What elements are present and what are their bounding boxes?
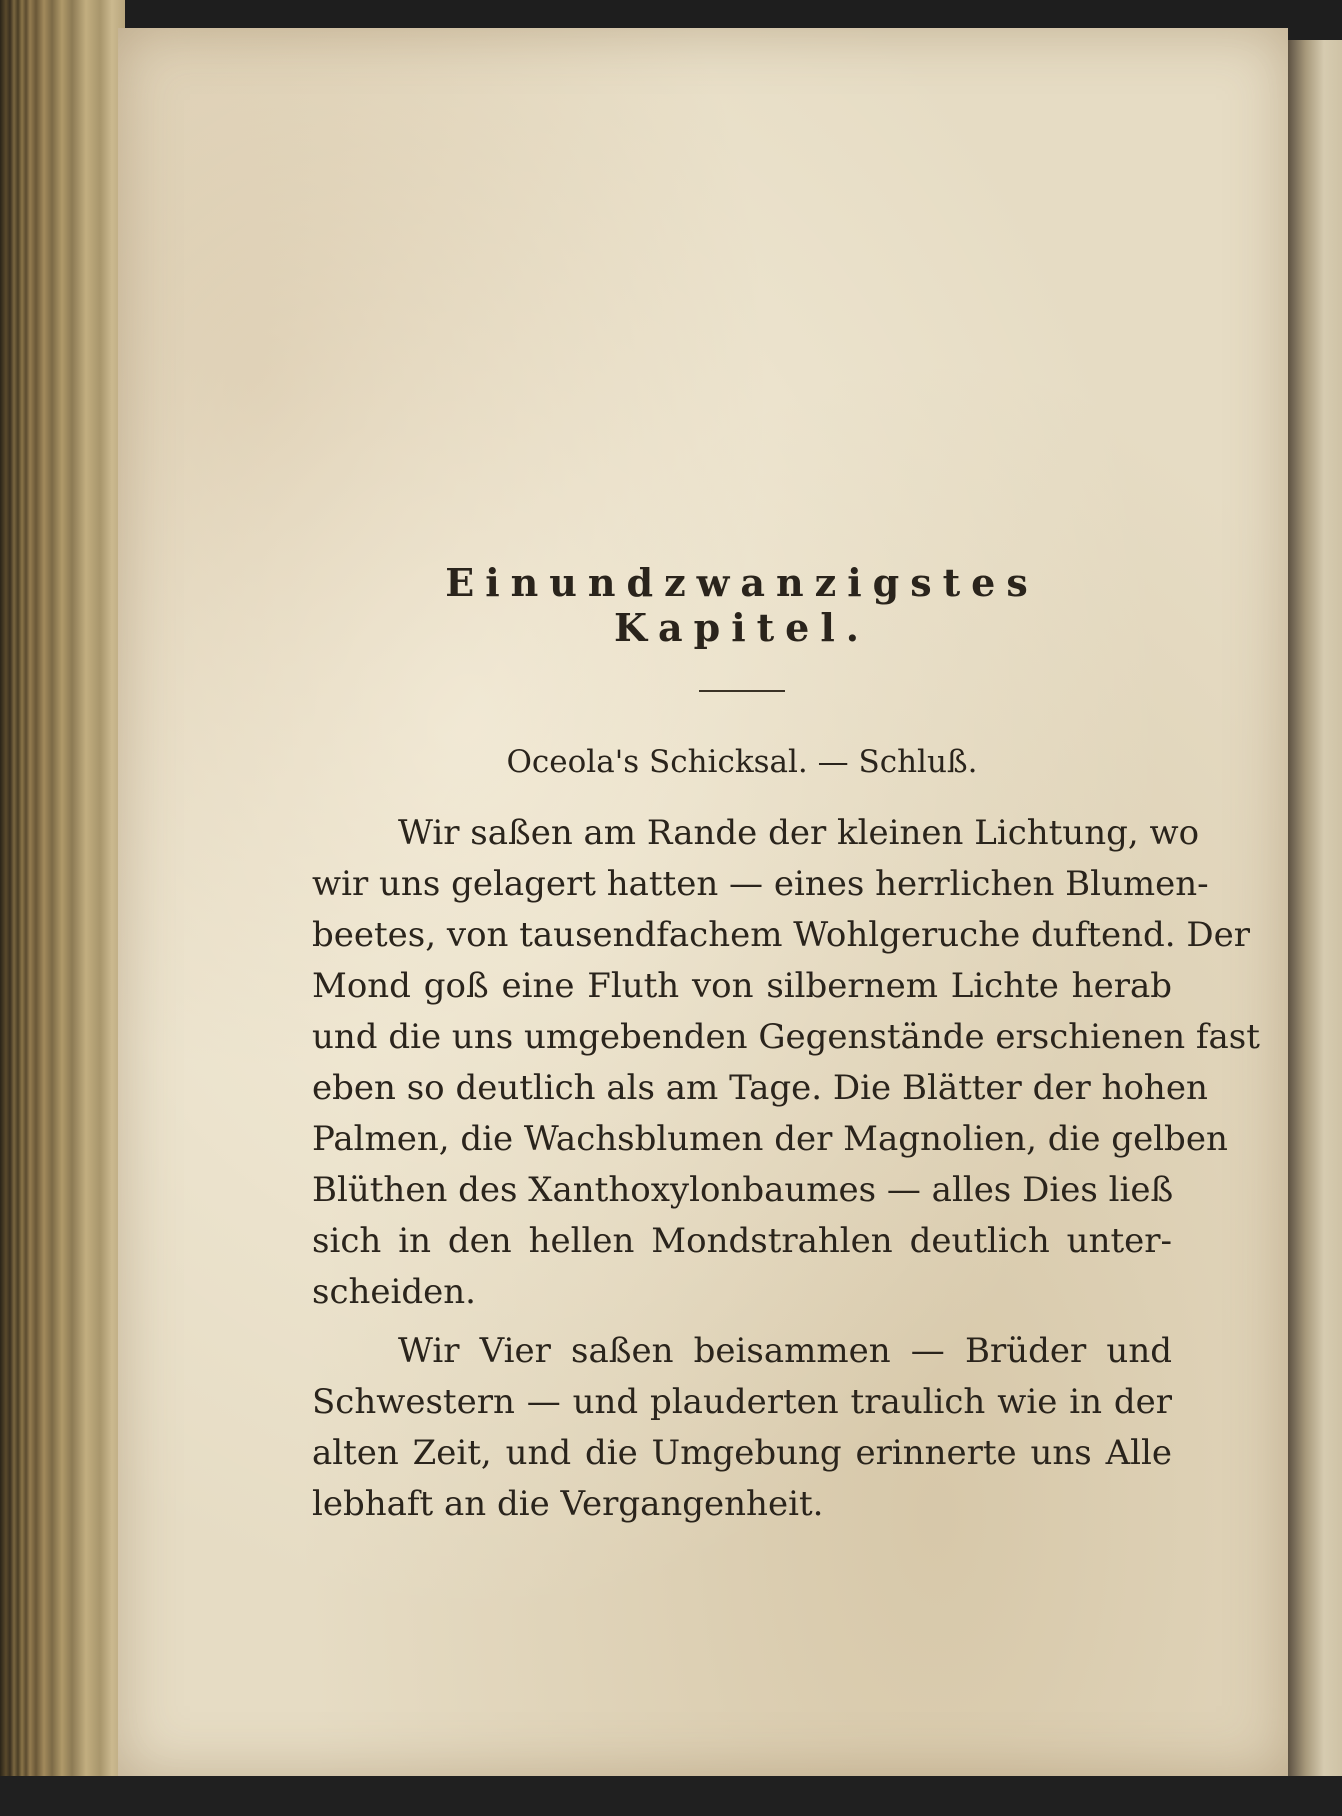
chapter-title: Einundzwanzigstes Kapitel. bbox=[445, 560, 1039, 650]
text-line: eben so deutlich als am Tage. Die Blätter der hohen bbox=[312, 1068, 1208, 1108]
text-line: Blüthen des Xanthoxylonbaumes — alles Dies ließ bbox=[312, 1170, 1174, 1210]
text-line: Wir saßen am Rande der kleinen Lichtung, wo bbox=[398, 813, 1200, 853]
text-line: Palmen, die Wachsblumen der Magnolien, die gelben bbox=[312, 1119, 1228, 1159]
text-line: und die uns umgebenden Gegenstände erschienen fast bbox=[312, 1017, 1260, 1057]
text-line: wir uns gelagert hatten — eines herrlichen Blumen- bbox=[312, 864, 1209, 904]
text-line: scheiden. bbox=[312, 1272, 476, 1312]
paragraph-1 bbox=[312, 808, 1260, 1318]
text-line: Wir Vier saßen beisammen — Brüder und bbox=[398, 1331, 1172, 1371]
text-line: alten Zeit, und die Umgebung erinnerte uns Alle bbox=[312, 1433, 1172, 1473]
text-line: sich in den hellen Mondstrahlen deutlich unter- bbox=[312, 1221, 1172, 1261]
paragraph-2 bbox=[312, 1326, 1172, 1530]
page-edges bbox=[0, 0, 125, 1790]
scan-bottom-edge bbox=[0, 1776, 1342, 1816]
text-line: Mond goß eine Fluth von silbernem Lichte herab bbox=[312, 966, 1172, 1006]
text-line: lebhaft an die Vergangenheit. bbox=[312, 1484, 824, 1524]
text-line: Schwestern — und plauderten traulich wie in der bbox=[312, 1382, 1172, 1422]
chapter-subtitle: Oceola's Schicksal. — Schluß. bbox=[506, 744, 978, 780]
page-content bbox=[312, 560, 1260, 1530]
title-divider bbox=[699, 690, 785, 692]
text-line: beetes, von tausendfachem Wohlgeruche duftend. Der bbox=[312, 915, 1250, 955]
book-binding bbox=[1280, 40, 1342, 1780]
